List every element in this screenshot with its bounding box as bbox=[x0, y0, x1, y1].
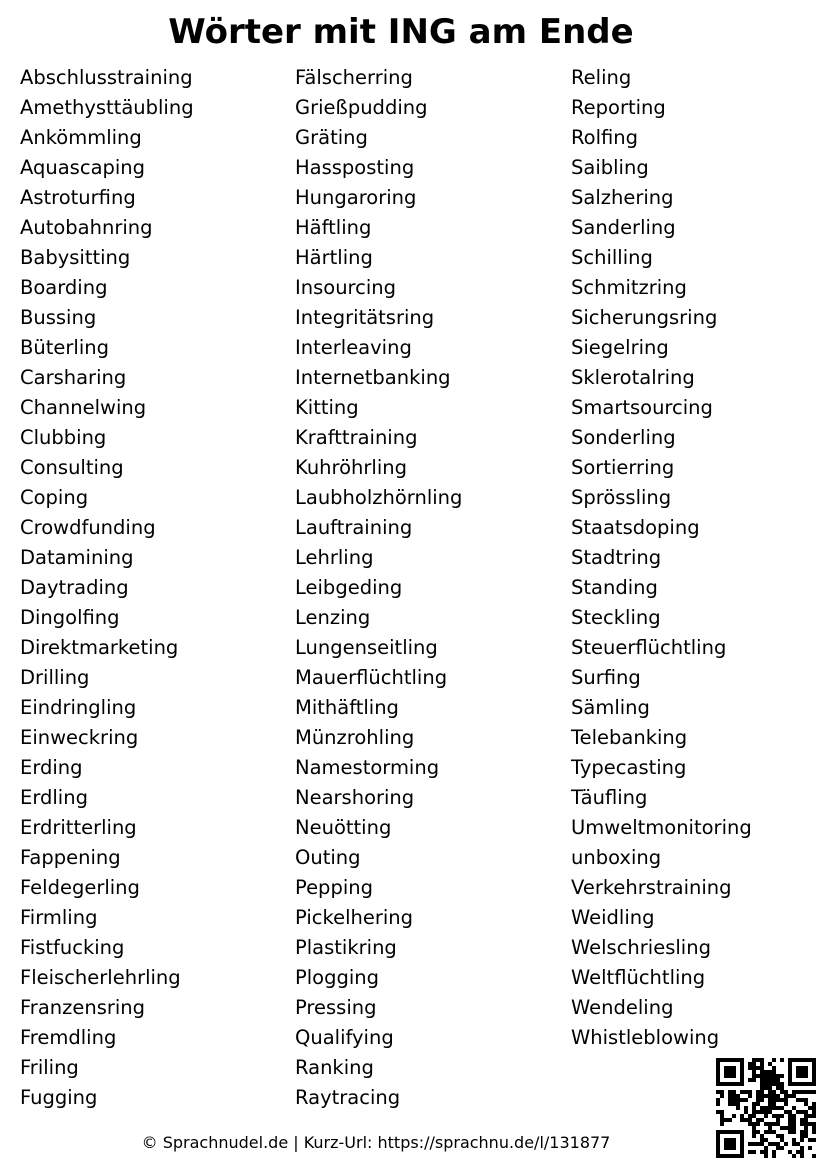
word-item: Fappening bbox=[20, 846, 121, 869]
word-item: Internetbanking bbox=[295, 366, 451, 389]
word-item: Abschlusstraining bbox=[20, 66, 193, 89]
word-item: Surfing bbox=[571, 666, 641, 689]
word-item: Feldegerling bbox=[20, 876, 140, 899]
word-item: Autobahnring bbox=[20, 216, 153, 239]
word-item: Aquascaping bbox=[20, 156, 146, 179]
word-item: Fleischerlehrling bbox=[20, 966, 181, 989]
word-item: unboxing bbox=[571, 846, 662, 869]
word-item: Sämling bbox=[571, 696, 650, 719]
word-item: Sonderling bbox=[571, 426, 676, 449]
word-item: Erdling bbox=[20, 786, 88, 809]
word-item: Mauerflüchtling bbox=[295, 666, 448, 689]
word-item: Lenzing bbox=[295, 606, 371, 629]
word-column-2 bbox=[295, 63, 462, 1113]
word-item: Hungaroring bbox=[295, 186, 417, 209]
word-item: Kuhröhrling bbox=[295, 456, 408, 479]
word-item: Sortierring bbox=[571, 456, 675, 479]
word-item: Amethysttäubling bbox=[20, 96, 194, 119]
word-item: Weltflüchtling bbox=[571, 966, 706, 989]
word-item: Kitting bbox=[295, 396, 359, 419]
word-item: Whistleblowing bbox=[571, 1026, 720, 1049]
word-item: Sanderling bbox=[571, 216, 676, 239]
word-item: Fremdling bbox=[20, 1026, 117, 1049]
word-item: Sklerotalring bbox=[571, 366, 695, 389]
word-item: Qualifying bbox=[295, 1026, 394, 1049]
word-item: Raytracing bbox=[295, 1086, 401, 1109]
word-item: Pickelhering bbox=[295, 906, 414, 929]
word-item: Clubbing bbox=[20, 426, 107, 449]
word-item: Plogging bbox=[295, 966, 380, 989]
page-title: Wörter mit ING am Ende bbox=[168, 12, 634, 52]
word-item: Neuötting bbox=[295, 816, 392, 839]
word-item: Lehrling bbox=[295, 546, 374, 569]
word-item: Mithäftling bbox=[295, 696, 399, 719]
word-item: Schilling bbox=[571, 246, 653, 269]
word-item: Salzhering bbox=[571, 186, 674, 209]
footer-credit: © Sprachnudel.de | Kurz-Url: https://sprachnu.de/l/131877 bbox=[141, 1133, 611, 1152]
word-item: Sicherungsring bbox=[571, 306, 718, 329]
word-item: Erding bbox=[20, 756, 83, 779]
word-item: Krafttraining bbox=[295, 426, 418, 449]
word-item: Babysitting bbox=[20, 246, 131, 269]
word-item: Rolfing bbox=[571, 126, 639, 149]
word-item: Friling bbox=[20, 1056, 79, 1079]
word-item: Grießpudding bbox=[295, 96, 428, 119]
word-item: Ranking bbox=[295, 1056, 374, 1079]
word-item: Härtling bbox=[295, 246, 373, 269]
word-item: Carsharing bbox=[20, 366, 127, 389]
word-item: Saibling bbox=[571, 156, 649, 179]
word-item: Channelwing bbox=[20, 396, 147, 419]
word-item: Ankömmling bbox=[20, 126, 142, 149]
word-item: Büterling bbox=[20, 336, 109, 359]
word-item: Sprössling bbox=[571, 486, 672, 509]
word-item: Staatsdoping bbox=[571, 516, 700, 539]
word-item: Franzensring bbox=[20, 996, 146, 1019]
word-item: Outing bbox=[295, 846, 361, 869]
word-item: Steckling bbox=[571, 606, 661, 629]
word-item: Steuerflüchtling bbox=[571, 636, 727, 659]
word-item: Reling bbox=[571, 66, 632, 89]
word-item: Astroturfing bbox=[20, 186, 136, 209]
word-item: Umweltmonitoring bbox=[571, 816, 752, 839]
word-item: Eindringling bbox=[20, 696, 137, 719]
word-item: Pressing bbox=[295, 996, 377, 1019]
word-item: Insourcing bbox=[295, 276, 397, 299]
word-item: Plastikring bbox=[295, 936, 397, 959]
word-item: Drilling bbox=[20, 666, 90, 689]
word-item: Consulting bbox=[20, 456, 124, 479]
word-item: Gräting bbox=[295, 126, 368, 149]
word-item: Telebanking bbox=[571, 726, 688, 749]
word-item: Siegelring bbox=[571, 336, 669, 359]
word-item: Münzrohling bbox=[295, 726, 415, 749]
word-item: Einweckring bbox=[20, 726, 139, 749]
word-item: Datamining bbox=[20, 546, 134, 569]
word-item: Firmling bbox=[20, 906, 98, 929]
word-item: Namestorming bbox=[295, 756, 440, 779]
word-item: Pepping bbox=[295, 876, 373, 899]
word-item: Smartsourcing bbox=[571, 396, 713, 419]
word-item: Direktmarketing bbox=[20, 636, 179, 659]
word-item: Reporting bbox=[571, 96, 666, 119]
word-column-1 bbox=[20, 63, 194, 1113]
qr-code-icon bbox=[716, 1058, 816, 1158]
word-item: Lauftraining bbox=[295, 516, 413, 539]
word-item: Fugging bbox=[20, 1086, 98, 1109]
word-item: Weidling bbox=[571, 906, 655, 929]
word-item: Erdritterling bbox=[20, 816, 137, 839]
word-item: Daytrading bbox=[20, 576, 129, 599]
word-item: Häftling bbox=[295, 216, 372, 239]
word-item: Hassposting bbox=[295, 156, 415, 179]
word-column-3 bbox=[571, 63, 752, 1053]
word-item: Standing bbox=[571, 576, 658, 599]
word-item: Typecasting bbox=[571, 756, 687, 779]
word-item: Interleaving bbox=[295, 336, 412, 359]
word-item: Verkehrstraining bbox=[571, 876, 732, 899]
word-item: Täufling bbox=[571, 786, 648, 809]
word-item: Fistfucking bbox=[20, 936, 125, 959]
word-item: Lungenseitling bbox=[295, 636, 438, 659]
word-item: Stadtring bbox=[571, 546, 662, 569]
word-item: Laubholzhörnling bbox=[295, 486, 463, 509]
word-item: Crowdfunding bbox=[20, 516, 156, 539]
word-item: Bussing bbox=[20, 306, 97, 329]
word-item: Leibgeding bbox=[295, 576, 403, 599]
word-item: Welschriesling bbox=[571, 936, 711, 959]
word-item: Nearshoring bbox=[295, 786, 415, 809]
word-item: Integritätsring bbox=[295, 306, 435, 329]
word-item: Wendeling bbox=[571, 996, 674, 1019]
word-item: Schmitzring bbox=[571, 276, 687, 299]
word-item: Dingolfing bbox=[20, 606, 120, 629]
word-item: Fälscherring bbox=[295, 66, 413, 89]
word-item: Boarding bbox=[20, 276, 108, 299]
word-item: Coping bbox=[20, 486, 89, 509]
